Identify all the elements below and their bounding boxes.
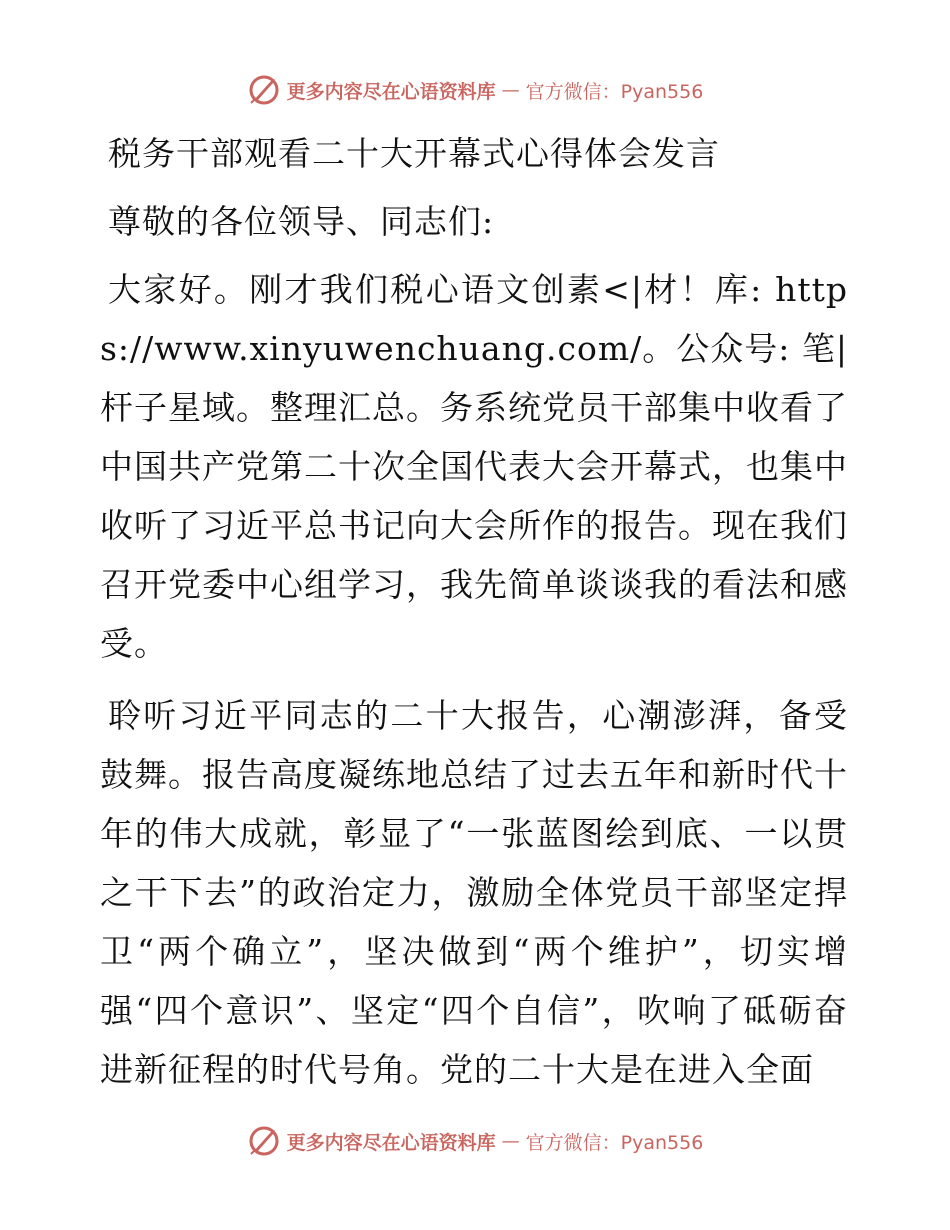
banner-separator: — (501, 1130, 520, 1152)
banner-main-text: 更多内容尽在心语资料库 (286, 1131, 496, 1154)
header-banner (0, 70, 950, 110)
banner-separator: — (501, 79, 520, 101)
banner-wechat-text: 官方微信：Pyan556 (525, 80, 704, 103)
paragraph: 大家好。刚才我们税心语文创素<|材！库: https://www.xinyuwenchuang.com/。公众号: 笔|杆子星域。整理汇总。务系统党员干部集中收看了中国共产党第二十次全国代表大会开幕式，也集中收听了习近平总书记向大会所作的报告。现在我们召开党委中心组学习，我先简单谈谈我的看法和感受。 (100, 270, 848, 663)
paragraph: 聆听习近平同志的二十大报告，心潮澎湃，备受鼓舞。报告高度凝练地总结了过去五年和新时代十年的伟大成就，彰显了“一张蓝图绘到底、一以贯之干下去”的政治定力，激励全体党员干部坚定捍卫“两个确立”，坚决做到“两个维护”，切实增强“四个意识”、坚定“四个自信”，吹响了砥砺奋进新征程的时代号角。党的二十大是在进入全面 (100, 696, 848, 1089)
quill-pen-logo-icon (247, 1124, 281, 1158)
quill-pen-logo-icon (247, 73, 281, 107)
banner-main-text: 更多内容尽在心语资料库 (286, 80, 496, 103)
footer-banner (0, 1121, 950, 1161)
salutation: 尊敬的各位领导、同志们: (108, 202, 495, 241)
document-title: 税务干部观看二十大开幕式心得体会发言 (108, 134, 720, 173)
document-body (100, 124, 848, 1112)
banner-wechat-text: 官方微信：Pyan556 (525, 1131, 704, 1154)
